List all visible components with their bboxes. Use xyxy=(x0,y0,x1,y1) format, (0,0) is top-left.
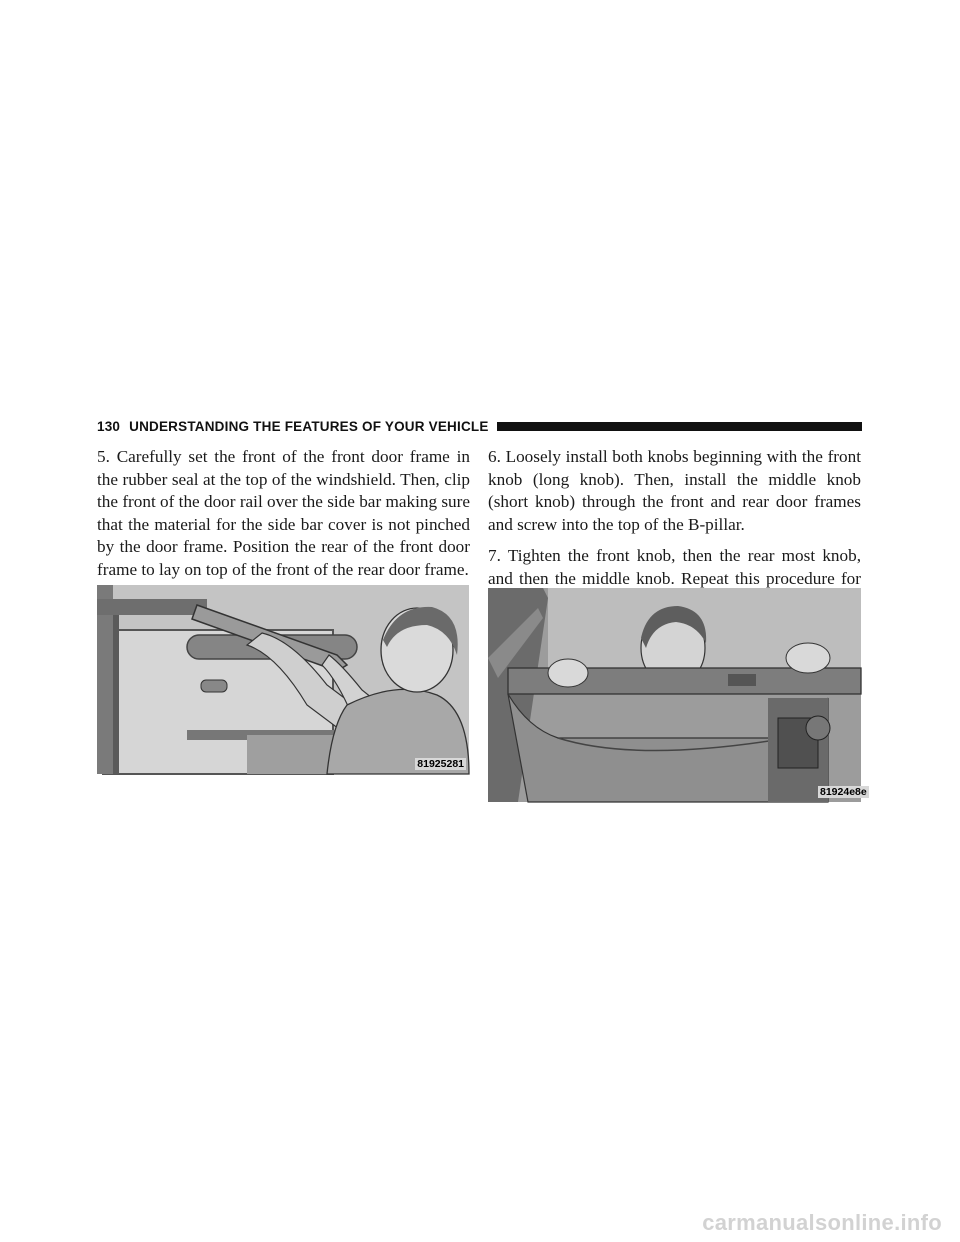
figure-knob-illustration xyxy=(488,588,861,802)
figure-1-label: 81925281 xyxy=(417,758,464,770)
figure-2-label: 81924e8e xyxy=(820,786,867,798)
figure-door-frame-illustration xyxy=(97,585,469,774)
step-6-paragraph: 6. Loosely install both knobs beginning with the front knob (long knob). Then, install the middle knob (short knob) through the front and rear door frames and screw into the top of the B-pillar. xyxy=(488,447,861,534)
left-column xyxy=(97,446,470,590)
watermark: carmanualsonline.info xyxy=(702,1210,942,1235)
figure-knob-installation xyxy=(488,588,867,802)
step-7-paragraph: 7. Tighten the front knob, then the rear most knob, and then the middle knob. Repeat this procedure for xyxy=(488,546,861,588)
page-header xyxy=(97,416,862,436)
section-title: UNDERSTANDING THE FEATURES OF YOUR VEHICLE xyxy=(129,418,489,434)
figure-door-frame-installation xyxy=(97,585,469,774)
page-number: 130 xyxy=(97,418,121,434)
header-rule xyxy=(497,422,862,431)
step-5-paragraph: 5. Carefully set the front of the front door frame in the rubber seal at the top of the windshield. Then, clip the front of the door rail over the side bar making sure that the material for the side bar cover is not pinched by the door frame. Position the rear of the front door frame to lay on top of the front of the rear door frame. xyxy=(97,447,470,579)
